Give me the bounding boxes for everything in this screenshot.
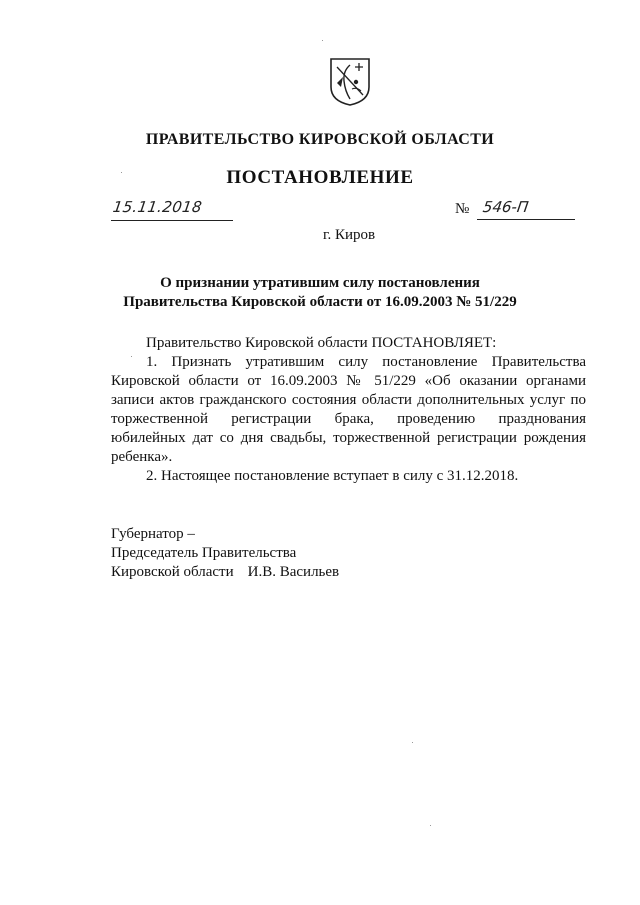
subject-line-1: О признании утратившим силу постановления: [160, 275, 480, 291]
handwritten-number: 546-П: [481, 198, 530, 216]
body-intro: Правительство Кировской области ПОСТАНОВЛЯЕТ:: [146, 335, 497, 351]
document-subject: [0, 274, 640, 312]
scan-speck: [412, 742, 413, 743]
body-item-2: 2. Настоящее постановление вступает в силу с 31.12.2018.: [146, 468, 519, 484]
scan-speck: [131, 356, 132, 357]
signature-line-1: Губернатор –: [111, 526, 195, 542]
number-sign: №: [455, 201, 470, 217]
number-field: [455, 198, 575, 220]
signature-name: И.В. Васильев: [247, 564, 340, 580]
scan-speck: [430, 825, 431, 826]
signature-line-3: [111, 563, 339, 582]
number-line: [477, 198, 575, 220]
subject-line-2: Правительства Кировской области от 16.09.2003 № 51/229: [123, 294, 517, 310]
city: г. Киров: [323, 227, 376, 243]
document-body: [111, 334, 586, 486]
signature-line-2: Председатель Правительства: [111, 545, 297, 561]
scan-speck: [121, 172, 122, 173]
signature-block: [111, 525, 339, 582]
signature-org: Кировской области: [111, 564, 234, 580]
government-title: ПРАВИТЕЛЬСТВО КИРОВСКОЙ ОБЛАСТИ: [145, 131, 495, 148]
scan-speck: [322, 40, 323, 41]
kirov-oblast-coat-of-arms-icon: [329, 57, 371, 107]
handwritten-date: 15.11.2018: [111, 198, 204, 216]
body-item-1: 1. Признать утратившим силу постановление Правительства Кировской области от 16.09.2003 № 51/229 «Об оказании органами записи актов гражданского состояния области дополнительных услуг по торжественной регистрации брака, проведению празднования юбилейных дат со дня свадьбы, торжественной регистрации рождения ребенка».: [111, 354, 586, 465]
document-type: ПОСТАНОВЛЕНИЕ: [226, 167, 414, 188]
date-field: [111, 198, 233, 221]
